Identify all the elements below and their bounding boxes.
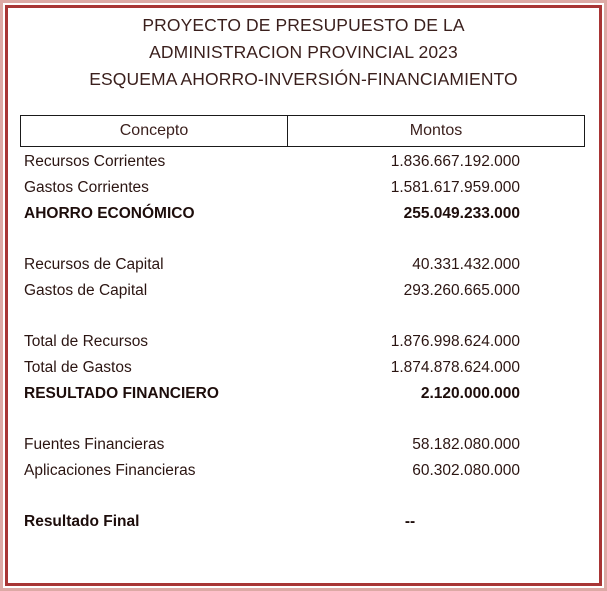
row-value: 1.874.878.624.000 [390,359,520,376]
table-row [20,509,585,535]
row-label: Recursos de Capital [24,256,164,273]
table-row [20,381,585,407]
table-row [20,175,585,201]
row-label: Resultado Final [24,513,140,530]
row-value: 58.182.080.000 [412,436,520,453]
row-value: -- [404,513,416,530]
row-value: 60.302.080.000 [412,462,520,479]
row-spacer [20,407,585,432]
row-value: 40.331.432.000 [412,256,520,273]
title-line-1: PROYECTO DE PRESUPUESTO DE LA [142,15,465,35]
table-header-row [20,115,585,147]
table-row [20,432,585,458]
table-row [20,149,585,175]
table-row [20,458,585,484]
row-value: 2.120.000.000 [420,385,520,402]
row-value: 255.049.233.000 [403,205,520,222]
row-spacer [20,227,585,252]
page-title [20,12,587,93]
title-line-2: ADMINISTRACION PROVINCIAL 2023 [149,42,458,62]
row-label: Total de Gastos [24,359,132,376]
table-header-concepto: Concepto [21,116,288,146]
title-line-3: ESQUEMA AHORRO-INVERSIÓN-FINANCIAMIENTO [89,69,518,89]
table-row [20,329,585,355]
row-label: Aplicaciones Financieras [24,462,196,479]
table-body [20,149,585,535]
row-value: 293.260.665.000 [403,282,520,299]
row-label: Gastos Corrientes [24,179,149,196]
row-spacer [20,304,585,329]
table-row [20,278,585,304]
table-header-montos: Montos [409,122,463,139]
row-label: Recursos Corrientes [24,153,166,170]
row-value: 1.836.667.192.000 [390,153,520,170]
row-label: RESULTADO FINANCIERO [24,385,219,402]
row-label: Total de Recursos [24,333,149,350]
table-row [20,355,585,381]
row-value: 1.876.998.624.000 [390,333,520,350]
row-spacer [20,484,585,509]
table-row [20,252,585,278]
row-label: Gastos de Capital [24,282,148,299]
row-label: Fuentes Financieras [24,436,165,453]
row-value: 1.581.617.959.000 [390,179,520,196]
table-row [20,201,585,227]
row-label: AHORRO ECONÓMICO [24,205,195,222]
